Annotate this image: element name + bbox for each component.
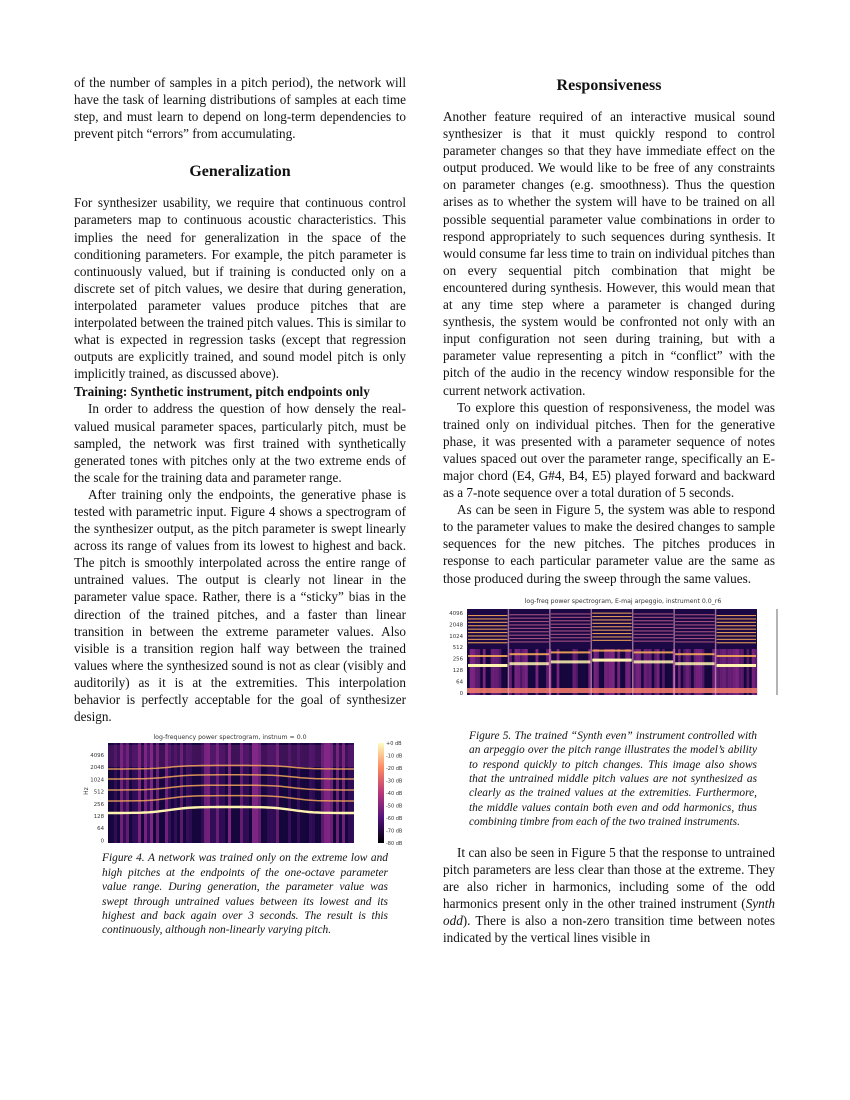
figure-4-colorbar-tick-label: -70 dB [386,828,403,835]
figure-4-colorbar-tick-label: -80 dB [386,841,403,848]
figure-5-harmonic-line [675,641,714,642]
figure-5-harmonic-line [468,621,507,622]
paragraph: Another feature required of an interactive musical sound synthesizer is that it must quickly respond to control parameter changes so that they have immediate effect on the output produced. We would like to be free of any constraints on parameter changes (e.g. smoothness). Thus the question arises as to whether the system will have to be trained on all possible sequential parameter value combinations in order to respond appropriately to such sequences during synthesis. It would consume far less time to train on individual pitches than on every sequential pitch combination that might be encountered during synthesis. However, this would mean that at any time step where a parameter is changed during synthesis, the system would be confronted not only with an input configuration not seen during training, but with a parameter value representing a pitch in “conflict” with the pitch of the audio in the recency window responsible for the current network activation. [443,109,775,398]
figure-4-colorbar-ticks [386,741,403,847]
paragraph: For synthesizer usability, we require that continuous control parameters map to continuous acoustic characteristics. This implies the need for generalization in the space of the conditioning parameters. For example, the pitch parameter is continuously valued, but if training is conducted only on a discrete set of pitch values, we desire that during generation, interpolated parameter values produce pitches that are interpolated between the trained pitch values. This is similar to what is expected in regression tasks (except that regression outputs are explicitly trained, and sound model pitch is only implicitly trained, as discussed above). [74,195,406,382]
figure-5-ytick-label: 128 [452,667,463,674]
figure-5-harmonic-line [717,615,756,616]
figure-5-harmonic-line [509,614,548,615]
figure-5-transition-line [591,609,592,695]
figure-5-harmonic-line [717,618,756,619]
figure-4-ylabel: Hz [83,787,90,796]
figure-5-ytick-label: 0 [459,690,463,697]
figure-5-harmonic-line [592,616,631,617]
figure-5-harmonic-line [509,631,548,632]
figure-4-ytick-label: 1024 [90,777,104,784]
figure-5-harmonic-line [551,613,590,614]
figure-4-ytick-label: 4096 [90,753,104,760]
figure-5 [443,595,775,830]
figure-5-harmonic-line [675,617,714,618]
figure-4-ytick-label: 512 [93,789,104,796]
figure-5-harmonic-line [717,632,756,633]
figure-5-harmonic-line [675,621,714,622]
figure-4-spectrogram [74,731,406,847]
figure-4-colorbar-tick-label: -20 dB [386,766,403,773]
figure-5-caption: Figure 5. The trained “Synth even” instrument controlled with an arpeggio over the pitch range illustrates the model’s ability to respond quickly to pitch changes. This image also shows that the untrained middle pitch values are not synthesized as clearly as the trained values at the extremities. Furthermore, the middle values contain both even and odd harmonics, thus combining timbre from each of the two trained instruments. [469,729,757,829]
figure-5-harmonic-line [468,628,507,629]
figure-5-harmonic-line [634,637,673,638]
figure-5-yticks [449,611,463,697]
figure-5-harmonic-line [592,612,631,613]
figure-5-harmonic-line [551,620,590,621]
paragraph: After training only the endpoints, the generative phase is tested with parametric input. Figure 4 shows a spectrogram of the synthesizer output, as the pitch parameter is swept linearly across its range of values from its lowest to highest and back. The pitch is smoothly interpolated across the entire range of untrained values. The output is clearly not linear in the parameter value space. Rather, there is a “sticky” bias in the direction of the trained pitches, and a faster than linear transition in between the extreme parameter values. Also visible is a transition region half way between the trained values where the synthesized sound is not as clear (visibly and auditorily) as it is at the extremities. This interpolation behavior is perfectly acceptable for the goal of synthesizer design. [74,486,406,725]
figure-5-harmonic-line [717,642,756,643]
figure-4-caption: Figure 4. A network was trained only on the extreme low and high pitches at the endpoints of the one-octave parameter value range. During generation, the parameter value was swept through untrained values between its lowest and its highest and back again over 3 seconds. The result is this continuously, although non-linearly varying pitch. [102,852,388,937]
figure-5-harmonic-line [675,624,714,625]
figure-5-fundamental [468,664,507,667]
paragraph: To explore this question of responsiveness, the model was trained only on individual pitches. Then for the generative phase, it was presented with a parameter sequence of notes values spaced out over the parameter range, specifically an E-major chord (E4, G#4, B4, E5) played forward and backward as a 7-note sequence over a total duration of 5 seconds. [443,399,775,501]
figure-5-harmonic-line [509,621,548,622]
figure-5-harmonic-line [592,636,631,637]
subsection-heading-training: Training: Synthetic instrument, pitch endpoints only [74,384,370,400]
figure-5-fundamental [592,658,631,661]
figure-4 [74,731,406,938]
figure-4-colorbar-tick-label: -40 dB [386,791,403,798]
figure-5-transition-line [549,609,550,695]
figure-4-colorbar-tick-label: -30 dB [386,778,403,785]
figure-5-harmonic-line [468,635,507,636]
figure-5-harmonic-line [468,642,507,643]
figure-5-harmonic-line [717,635,756,636]
figure-5-harmonic-line [551,630,590,631]
figure-4-colorbar-tick-label: -10 dB [386,753,403,760]
figure-5-harmonic-line [592,622,631,623]
figure-4-ytick-label: 256 [93,801,104,808]
figure-5-harmonic-line [592,619,631,620]
left-column [74,74,406,938]
figure-5-harmonic-line [675,627,714,628]
figure-5-transition-line [715,609,716,695]
figure-5-harmonic-line [551,640,590,641]
figure-5-harmonic-line [509,624,548,625]
figure-5-harmonic-line [634,633,673,634]
figure-5-harmonic-line [509,627,548,628]
figure-5-harmonic-line [634,640,673,641]
figure-5-fundamental [634,660,673,663]
figure-4-ytick-label: 2048 [90,765,104,772]
figure-4-yticks [90,753,104,844]
figure-5-ytick-label: 512 [452,644,463,651]
figure-5-harmonic-line [468,618,507,619]
figure-5-harmonic-line [592,626,631,627]
figure-5-harmonic-line [634,623,673,624]
figure-5-harmonic-line [551,623,590,624]
figure-4-colorbar-tick-label: -60 dB [386,816,403,823]
figure-5-harmonic-line [509,617,548,618]
figure-5-transition-line [508,609,509,695]
figure-5-harmonic-line [592,639,631,640]
figure-5-transition-line [632,609,633,695]
figure-5-ytick-label: 1024 [449,633,463,640]
figure-5-harmonic-line [468,615,507,616]
figure-5-ytick-label: 256 [452,656,463,663]
figure-5-harmonic-line [634,627,673,628]
figure-5-fundamental [551,660,590,663]
figure-5-harmonic-line [675,638,714,639]
figure-5-harmonic-line [717,628,756,629]
figure-5-ytick-label: 64 [456,679,463,686]
figure-5-ytick-label: 2048 [449,622,463,629]
figure-5-harmonic-line [717,638,756,639]
figure-4-colorbar [378,743,384,843]
figure-5-harmonic-line [675,634,714,635]
right-column [443,74,775,946]
figure-5-harmonic-line [551,616,590,617]
figure-5-harmonic-line [468,625,507,626]
figure-4-colorbar-tick-label: -50 dB [386,803,403,810]
figure-4-ytick-label: 128 [93,814,104,821]
figure-5-harmonic-line [675,631,714,632]
figure-5-harmonic-line [468,638,507,639]
figure-5-harmonic-line [551,633,590,634]
figure-5-transition-line [673,609,674,695]
figure-5-harmonic-line [509,641,548,642]
figure-5-fundamental [675,662,714,665]
figure-5-harmonic-line [509,634,548,635]
figure-5-harmonic-line [675,614,714,615]
section-heading-responsiveness: Responsiveness [556,77,662,94]
paragraph: As can be seen in Figure 5, the system was able to respond to the parameter values to make the desired changes to sample sequences for the new pitches. The pitches produces in response to each particular parameter value are the same as those produced during the sweep through the same values. [443,502,775,586]
figure-5-harmonic-line [717,625,756,626]
figure-4-title: log-frequency power spectrogram, instnum = 0.0 [153,734,307,742]
figure-5-harmonic-line [634,630,673,631]
figure-5-harmonic-line [634,616,673,617]
paragraph: In order to address the question of how densely the real-valued musical parameter spaces, particularly pitch, must be sampled, the network was first trained with synthetically generated tones with pitches only at the two extreme ends of the scale for the training data and parameter range. [74,401,406,485]
figure-5-fundamental [509,662,548,665]
figure-5-title: log-freq power spectrogram, E-maj arpeggio, instrument 0.0_r6 [524,597,722,605]
figure-4-ytick-label: 0 [100,838,104,845]
figure-5-harmonic-line [634,620,673,621]
figure-4-colorbar-tick-label: +0 dB [386,741,402,748]
figure-5-spectrogram [443,595,779,703]
figure-5-harmonic-line [468,632,507,633]
section-heading-generalization: Generalization [189,163,291,181]
figure-5-harmonic-line [717,621,756,622]
figure-5-harmonic-line [634,613,673,614]
figure-5-harmonic-line [592,629,631,630]
figure-5-harmonic-line [592,633,631,634]
figure-4-ytick-label: 64 [97,826,104,833]
paragraph: of the number of samples in a pitch period), the network will have the task of learning distributions of samples at each time step, and must learn to depend on long-term dependencies to prevent pitch “errors” from accumulating. [74,75,406,142]
figure-5-harmonic-line [551,637,590,638]
figure-5-harmonic-line [551,627,590,628]
figure-5-fundamental [717,664,756,667]
figure-5-harmonic-line [509,638,548,639]
paragraph: It can also be seen in Figure 5 that the response to untrained pitch parameters are less clear than those at the extreme. They are also richer in harmonics, including some of the odd harmonics present only in the other trained instrument (Synth odd). There is also a non-zero transition time between notes indicated by the vertical lines visible in [443,844,775,946]
figure-5-ytick-label: 4096 [449,610,463,617]
